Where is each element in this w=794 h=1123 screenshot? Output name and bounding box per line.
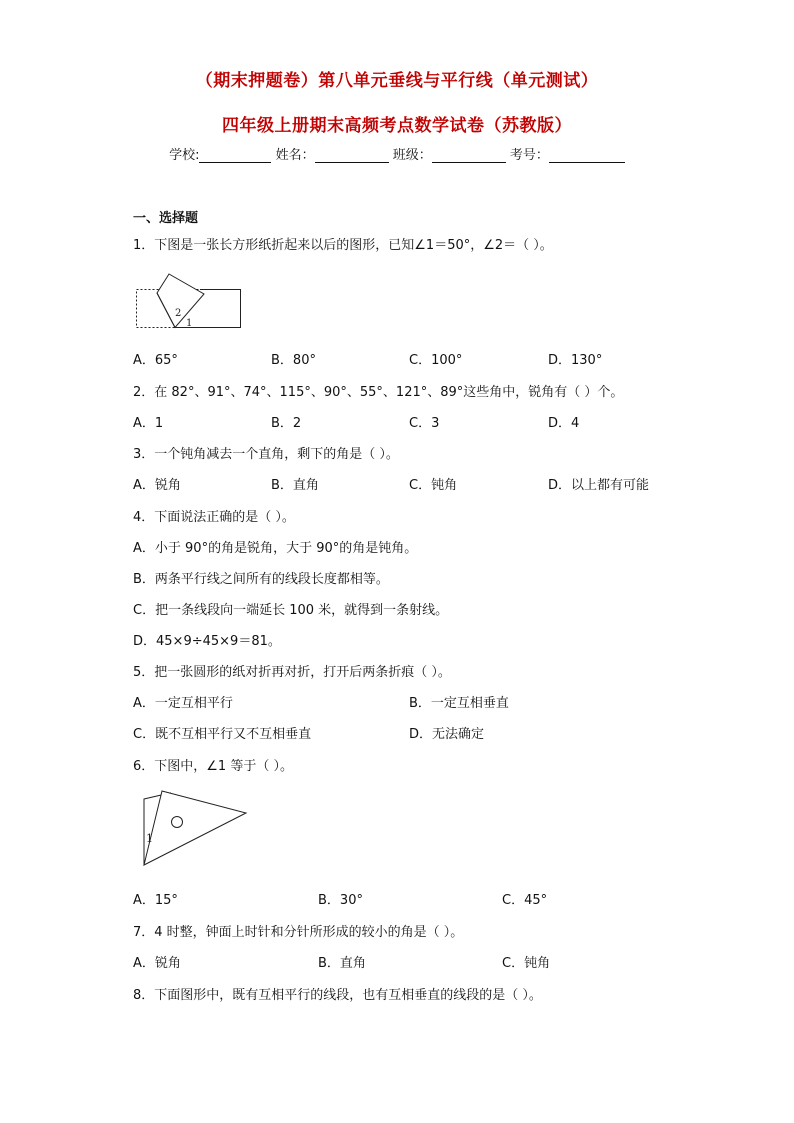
class-label: 班级： xyxy=(392,148,432,163)
question-8-text: 8．下面图形中，既有互相平行的线段，也有互相垂直的线段的是（ ）。 xyxy=(133,988,542,1003)
question-3-text: 3．一个钝角减去一个直角，剩下的角是（ ）。 xyxy=(133,447,399,462)
school-label: 学校: xyxy=(169,148,200,163)
q4-option-d[interactable]: D．45×9÷45×9＝81。 xyxy=(133,634,281,649)
q1-option-c[interactable]: C．100° xyxy=(409,353,463,368)
name-label: 姓名： xyxy=(275,148,315,163)
q2-option-a[interactable]: A．1 xyxy=(133,416,164,431)
question-6-figure xyxy=(140,790,250,870)
fig6-label-1: 1 xyxy=(146,832,153,845)
question-6-text: 6．下图中，∠1 等于（ ）。 xyxy=(133,759,293,774)
school-blank[interactable] xyxy=(199,148,271,163)
q2-option-b[interactable]: B．2 xyxy=(271,416,302,431)
number-label: 考号： xyxy=(509,148,549,163)
exam-title-line1: （期末押题卷）第八单元垂线与平行线（单元测试） xyxy=(195,71,599,91)
q1-option-b[interactable]: B．80° xyxy=(271,353,316,368)
q2-option-d[interactable]: D．4 xyxy=(548,416,580,431)
q2-option-c[interactable]: C．3 xyxy=(409,416,440,431)
question-5-text: 5．把一张圆形的纸对折再对折，打开后两条折痕（ ）。 xyxy=(133,665,451,680)
q7-option-c[interactable]: C．钝角 xyxy=(502,956,551,971)
q7-option-a[interactable]: A．锐角 xyxy=(133,956,181,971)
q4-option-a[interactable]: A．小于 90°的角是锐角，大于 90°的角是钝角。 xyxy=(133,541,418,556)
q3-option-c[interactable]: C．钝角 xyxy=(409,478,458,493)
q6-option-b[interactable]: B．30° xyxy=(318,893,363,908)
q6-option-c[interactable]: C．45° xyxy=(502,893,548,908)
q1-option-d[interactable]: D．130° xyxy=(548,353,603,368)
question-2-text: 2．在 82°、91°、74°、115°、90°、55°、121°、89°这些角中，锐角有（ ）个。 xyxy=(133,385,624,400)
name-blank[interactable] xyxy=(315,148,389,163)
student-info-row xyxy=(0,144,794,163)
question-1-text: 1．下图是一张长方形纸折起来以后的图形，已知∠1＝50°，∠2＝（ ）。 xyxy=(133,238,553,253)
q3-option-a[interactable]: A．锐角 xyxy=(133,478,181,493)
class-blank[interactable] xyxy=(432,148,506,163)
fig1-label-2: 2 xyxy=(175,308,182,319)
q3-option-d[interactable]: D．以上都有可能 xyxy=(548,478,650,493)
question-4-text: 4．下面说法正确的是（ ）。 xyxy=(133,510,295,525)
section-title-choice: 一、选择题 xyxy=(133,211,199,226)
question-1-figure xyxy=(135,270,245,332)
q5-option-b[interactable]: B．一定互相垂直 xyxy=(409,696,509,711)
q5-option-d[interactable]: D．无法确定 xyxy=(409,727,485,742)
q5-option-a[interactable]: A．一定互相平行 xyxy=(133,696,233,711)
number-blank[interactable] xyxy=(549,148,625,163)
question-7-text: 7．4 时整，钟面上时针和分针所形成的较小的角是（ ）。 xyxy=(133,925,464,940)
q4-option-c[interactable]: C．把一条线段向一端延长 100 米，就得到一条射线。 xyxy=(133,603,449,618)
q1-option-a[interactable]: A．65° xyxy=(133,353,178,368)
q6-option-a[interactable]: A．15° xyxy=(133,893,178,908)
q4-option-b[interactable]: B．两条平行线之间所有的线段长度都相等。 xyxy=(133,572,389,587)
fig1-label-1: 1 xyxy=(186,318,193,329)
q7-option-b[interactable]: B．直角 xyxy=(318,956,366,971)
q5-option-c[interactable]: C．既不互相平行又不互相垂直 xyxy=(133,727,312,742)
exam-title-line2: 四年级上册期末高频考点数学试卷（苏教版） xyxy=(222,116,572,136)
q3-option-b[interactable]: B．直角 xyxy=(271,478,319,493)
